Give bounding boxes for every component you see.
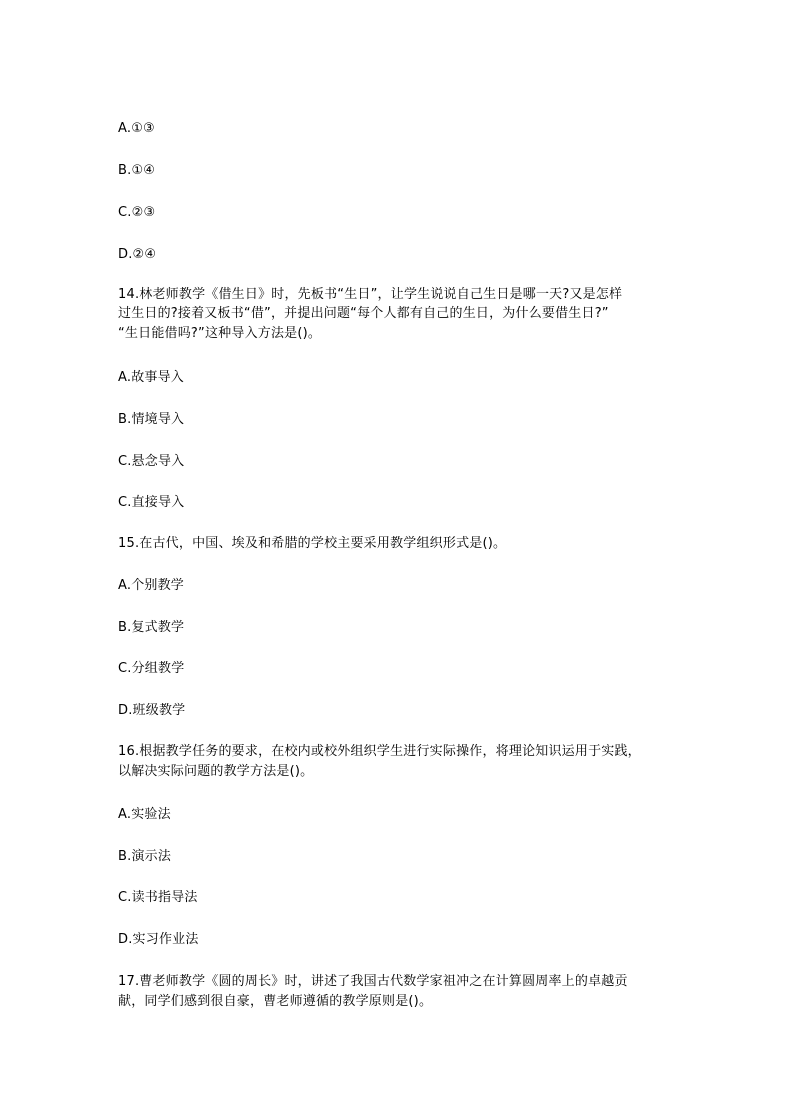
q13-option-d: D.②④ xyxy=(118,247,157,262)
q14-stem-line-2: 过生日的?接着又板书“借”，并提出问题“每个人都有自己的生日，为什么要借生日?” xyxy=(118,306,609,321)
q13-option-a: A.①③ xyxy=(118,121,155,136)
q15-stem-line-1: 15.在古代，中国、埃及和希腊的学校主要采用教学组织形式是()。 xyxy=(118,536,507,551)
q14-stem-line-1: 14.林老师教学《借生日》时，先板书“生日”，让学生说说自己生日是哪一天?又是怎样 xyxy=(118,287,623,302)
q17-stem-line-1: 17.曹老师教学《圆的周长》时，讲述了我国古代数学家祖冲之在计算圆周率上的卓越贡 xyxy=(118,974,628,989)
q13-option-b: B.①④ xyxy=(118,163,156,178)
q16-option-b: B.演示法 xyxy=(118,849,172,864)
q16-option-d: D.实习作业法 xyxy=(118,932,199,947)
q15-option-d: D.班级教学 xyxy=(118,703,186,718)
q14-option-a: A.故事导入 xyxy=(118,370,184,385)
q16-option-a: A.实验法 xyxy=(118,807,171,822)
q14-stem-line-3: “生日能借吗?”这种导入方法是()。 xyxy=(118,326,322,341)
q15-option-a: A.个别教学 xyxy=(118,578,184,593)
q17-stem-line-2: 献，同学们感到很自豪，曹老师遵循的教学原则是()。 xyxy=(118,994,433,1009)
q14-option-d: C.直接导入 xyxy=(118,495,185,510)
q15-option-c: C.分组教学 xyxy=(118,661,185,676)
q15-option-b: B.复式教学 xyxy=(118,620,185,635)
q14-option-b: B.情境导入 xyxy=(118,412,185,427)
q16-option-c: C.读书指导法 xyxy=(118,890,198,905)
q16-stem-line-1: 16.根据教学任务的要求，在校内或校外组织学生进行实际操作，将理论知识运用于实践， xyxy=(118,744,641,759)
q14-option-c: C.悬念导入 xyxy=(118,454,185,469)
q16-stem-line-2: 以解决实际问题的教学方法是()。 xyxy=(118,764,314,779)
q13-option-c: C.②③ xyxy=(118,205,156,220)
